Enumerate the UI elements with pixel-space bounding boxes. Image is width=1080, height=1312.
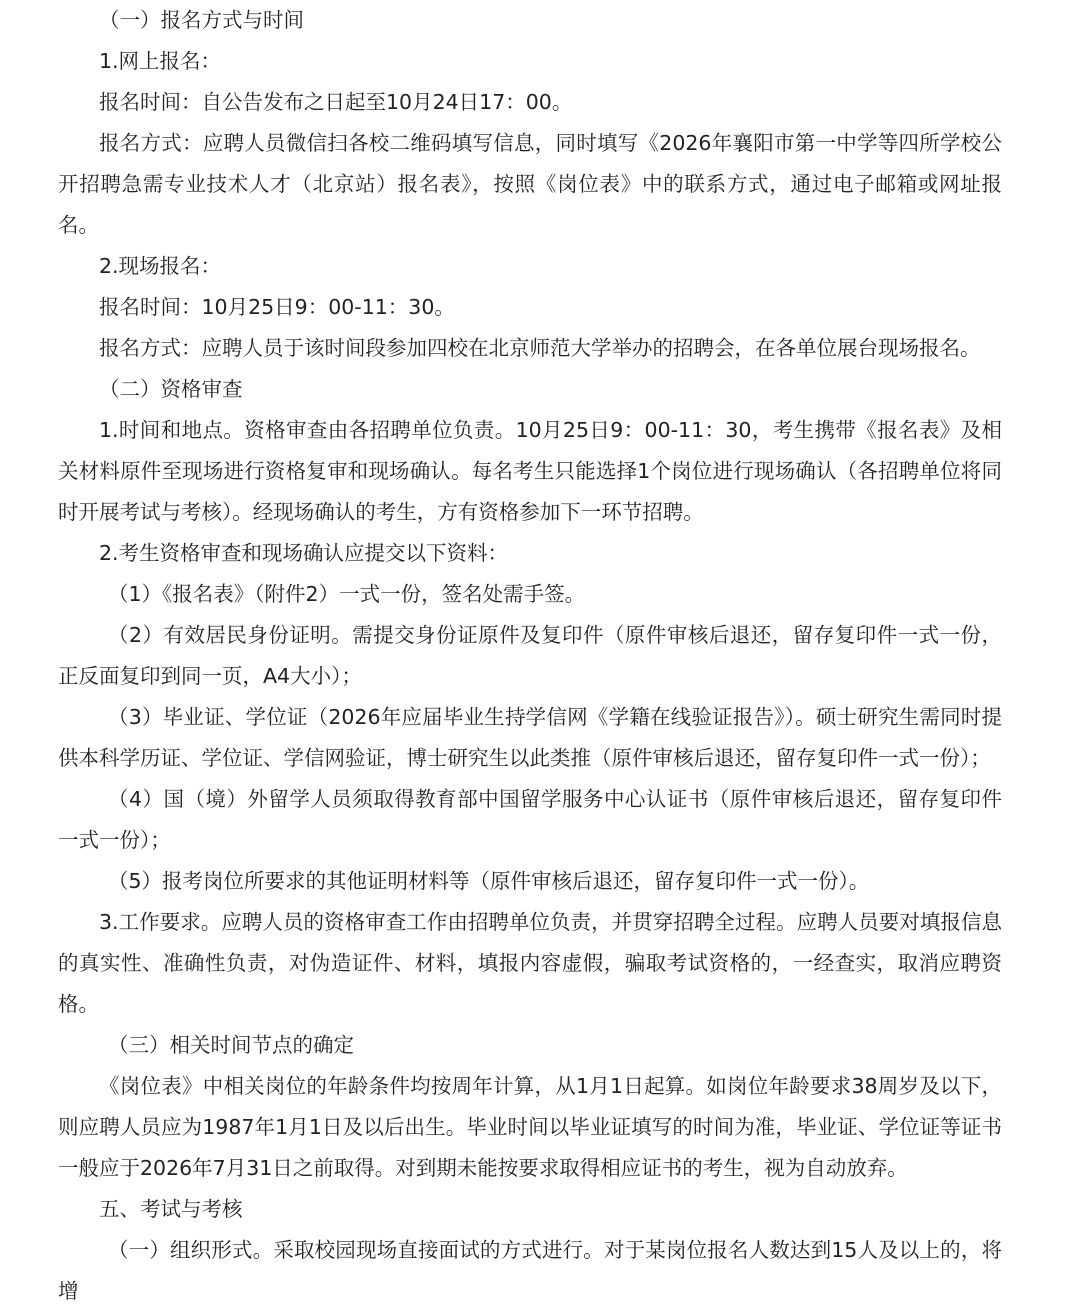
- list-item-diploma-degree: （3）毕业证、学位证（2026年应届毕业生持学信网《学籍在线验证报告》）。硕士研究生需同时提供本科学历证、学位证、学信网验证，博士研究生以此类推（原件审核后退还，留存复印件一式一份）；: [58, 705, 1002, 770]
- list-item-other-materials: （5）报考岗位所要求的其他证明材料等（原件审核后退还，留存复印件一式一份）。: [108, 869, 870, 893]
- paragraph-onsite-time: 报名时间：10月25日9：00-11：30。: [99, 295, 455, 319]
- section-heading-exam: 五、考试与考核: [99, 1197, 243, 1221]
- paragraph-time-and-place: 1.时间和地点。资格审查由各招聘单位负责。10月25日9：00-11：30，考生携带《报名表》及相关材料原件至现场进行资格复审和现场确认。每名考生只能选择1个岗位进行现场确认（各招聘单位将同时开展考试与考核）。经现场确认的考生，方有资格参加下一环节招聘。: [58, 418, 1002, 524]
- paragraph-work-requirements: 3.工作要求。应聘人员的资格审查工作由招聘单位负责，并贯穿招聘全过程。应聘人员要对填报信息的真实性、准确性负责，对伪造证件、材料，填报内容虚假，骗取考试资格的，一经查实，取消应聘资格。: [58, 910, 1002, 1016]
- list-item-overseas-certificate: （4）国（境）外留学人员须取得教育部中国留学服务中心认证书（原件审核后退还，留存复印件一式一份）；: [58, 787, 1002, 852]
- list-item-registration-form: （1）《报名表》（附件2）一式一份，签名处需手签。: [108, 582, 586, 606]
- paragraph-onsite-method: 报名方式：应聘人员于该时间段参加四校在北京师范大学举办的招聘会，在各单位展台现场报名。: [99, 336, 981, 360]
- paragraph-required-materials: 2.考生资格审查和现场确认应提交以下资料：: [99, 541, 509, 565]
- paragraph-online-time: 报名时间：自公告发布之日起至10月24日17：00。: [99, 90, 573, 114]
- section-heading-time-nodes: （三）相关时间节点的确定: [108, 1033, 354, 1057]
- paragraph-online-method: 报名方式：应聘人员微信扫各校二维码填写信息，同时填写《2026年襄阳市第一中学等四所学校公开招聘急需专业技术人才（北京站）报名表》，按照《岗位表》中的联系方式，通过电子邮箱或网址报名。: [58, 131, 1002, 237]
- section-heading-qualification: （二）资格审查: [99, 377, 243, 401]
- document-body: [58, 0, 1002, 1312]
- subheading-online-registration: 1.网上报名：: [99, 49, 222, 73]
- paragraph-organization-form: （一）组织形式。采取校园现场直接面试的方式进行。对于某岗位报名人数达到15人及以上的，将增: [58, 1238, 1002, 1303]
- section-heading-registration: （一）报名方式与时间: [99, 8, 304, 32]
- subheading-onsite-registration: 2.现场报名：: [99, 254, 222, 278]
- paragraph-age-and-graduation: 《岗位表》中相关岗位的年龄条件均按周年计算，从1月1日起算。如岗位年龄要求38周岁及以下，则应聘人员应为1987年1月1日及以后出生。毕业时间以毕业证填写的时间为准，毕业证、学位证等证书一般应于2026年7月31日之前取得。对到期未能按要求取得相应证书的考生，视为自动放弃。: [58, 1074, 1002, 1180]
- list-item-identity-proof: （2）有效居民身份证明。需提交身份证原件及复印件（原件审核后退还，留存复印件一式一份，正反面复印到同一页，A4大小）；: [58, 623, 1002, 688]
